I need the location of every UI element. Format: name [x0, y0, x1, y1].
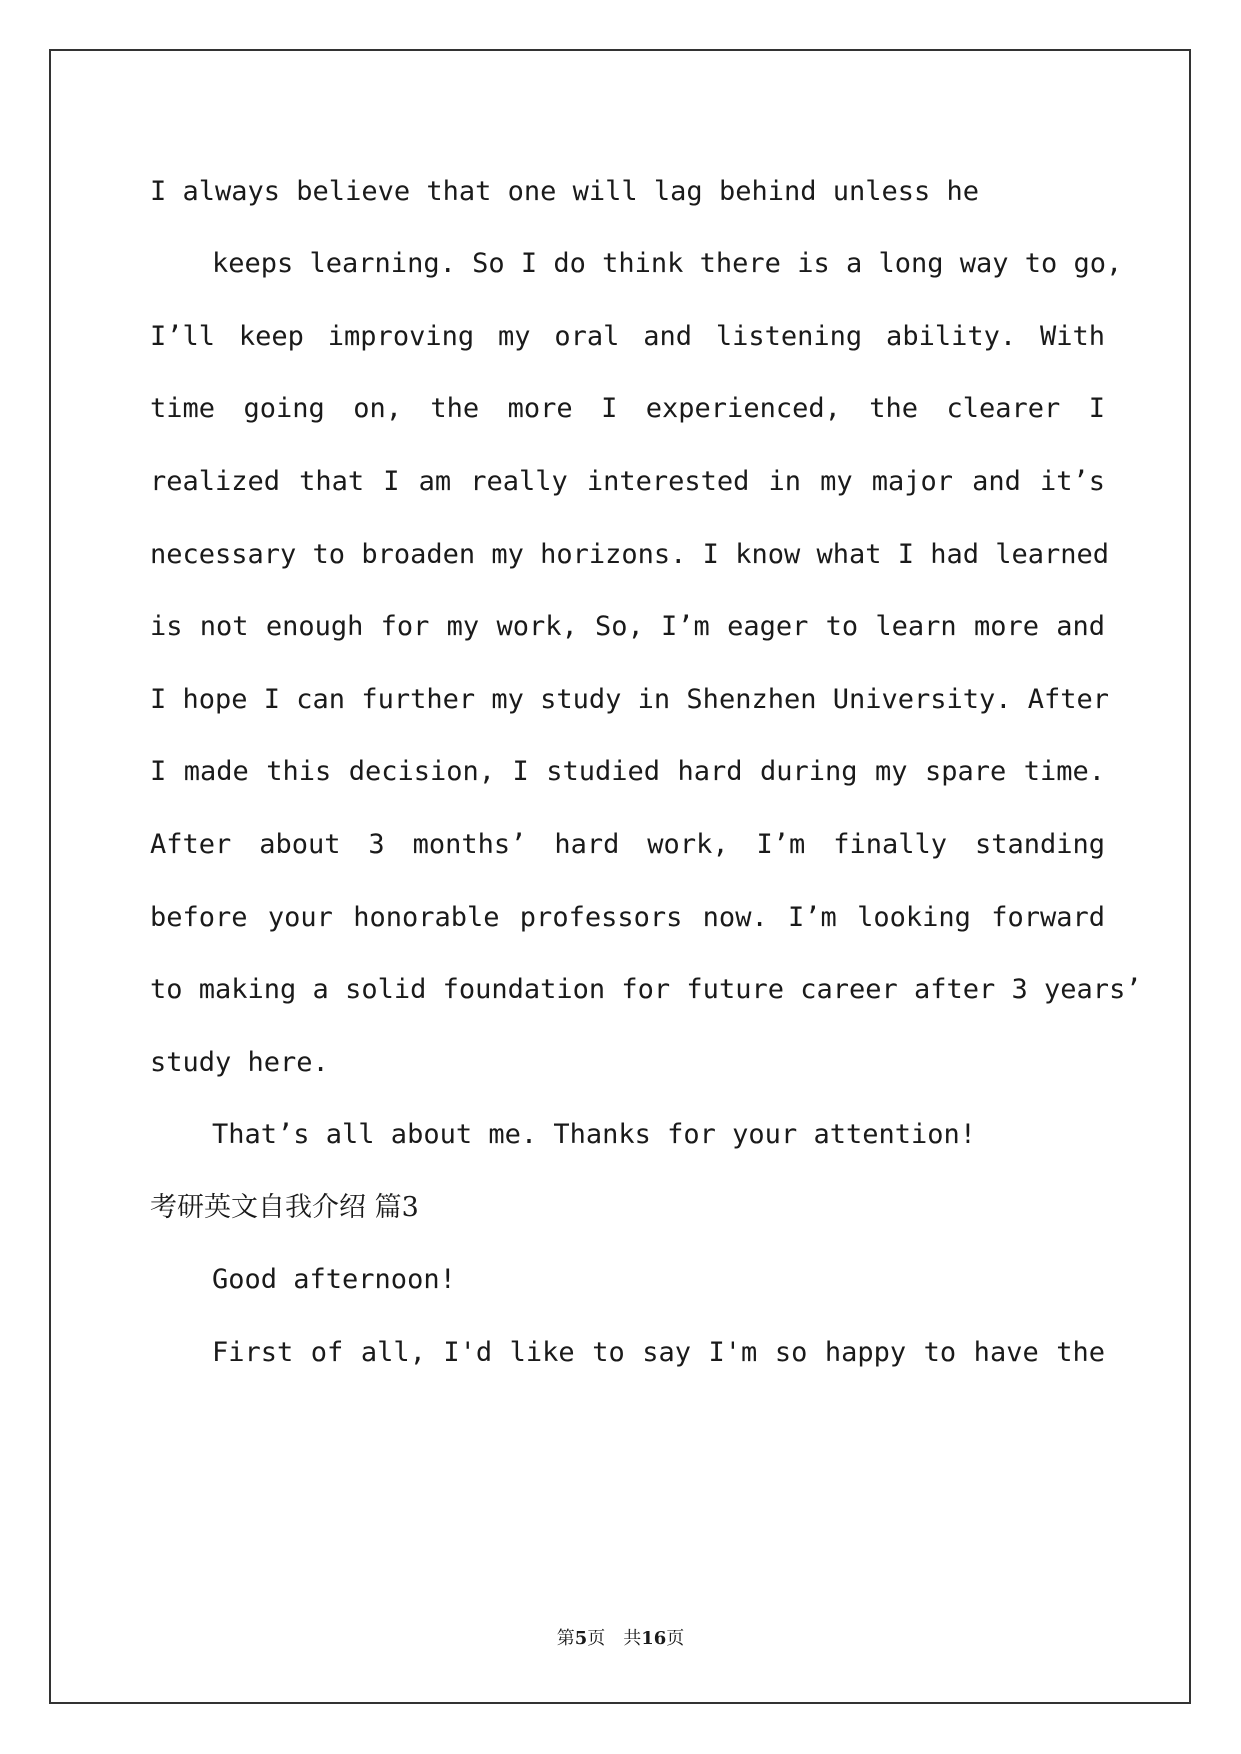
page-border	[49, 49, 1191, 1704]
body-line-2: keeps learning. So I do think there is a long way to go,	[212, 248, 1123, 279]
body-line-12: to making a solid foundation for future career after 3 years’	[150, 974, 1142, 1005]
body-line-6: necessary to broaden my horizons. I know what I had learned	[150, 539, 1110, 570]
footer-total-pages: 16	[641, 1628, 667, 1649]
body-line-11: before your honorable professors now. I’m looking forward	[150, 902, 1105, 933]
footer-prefix: 第	[556, 1628, 575, 1649]
body-line-13: study here.	[150, 1047, 329, 1078]
body-line-5: realized that I am really interested in my major and it’s	[150, 466, 1105, 497]
page-footer	[0, 1627, 1241, 1651]
body-line-10: After about 3 months’ hard work, I’m finally standing	[150, 829, 1105, 860]
footer-middle: 页 共	[587, 1628, 642, 1649]
section-heading: 考研英文自我介绍 篇3	[150, 1192, 419, 1223]
body-line-17: First of all, I'd like to say I'm so happy to have the	[212, 1337, 1105, 1368]
body-line-4: time going on, the more I experienced, the clearer I	[150, 393, 1105, 424]
footer-page-number: 5	[574, 1628, 588, 1649]
greeting-line: Good afternoon!	[212, 1264, 456, 1295]
body-line-1: I always believe that one will lag behind unless he	[150, 176, 980, 207]
body-line-3: I’ll keep improving my oral and listening ability. With	[150, 321, 1105, 352]
body-line-9: I made this decision, I studied hard during my spare time.	[150, 756, 1105, 787]
body-line-7: is not enough for my work, So, I’m eager to learn more and	[150, 611, 1105, 642]
body-line-14: That’s all about me. Thanks for your attention!	[212, 1119, 977, 1150]
footer-suffix: 页	[666, 1628, 685, 1649]
body-line-8: I hope I can further my study in Shenzhen University. After	[150, 684, 1110, 715]
